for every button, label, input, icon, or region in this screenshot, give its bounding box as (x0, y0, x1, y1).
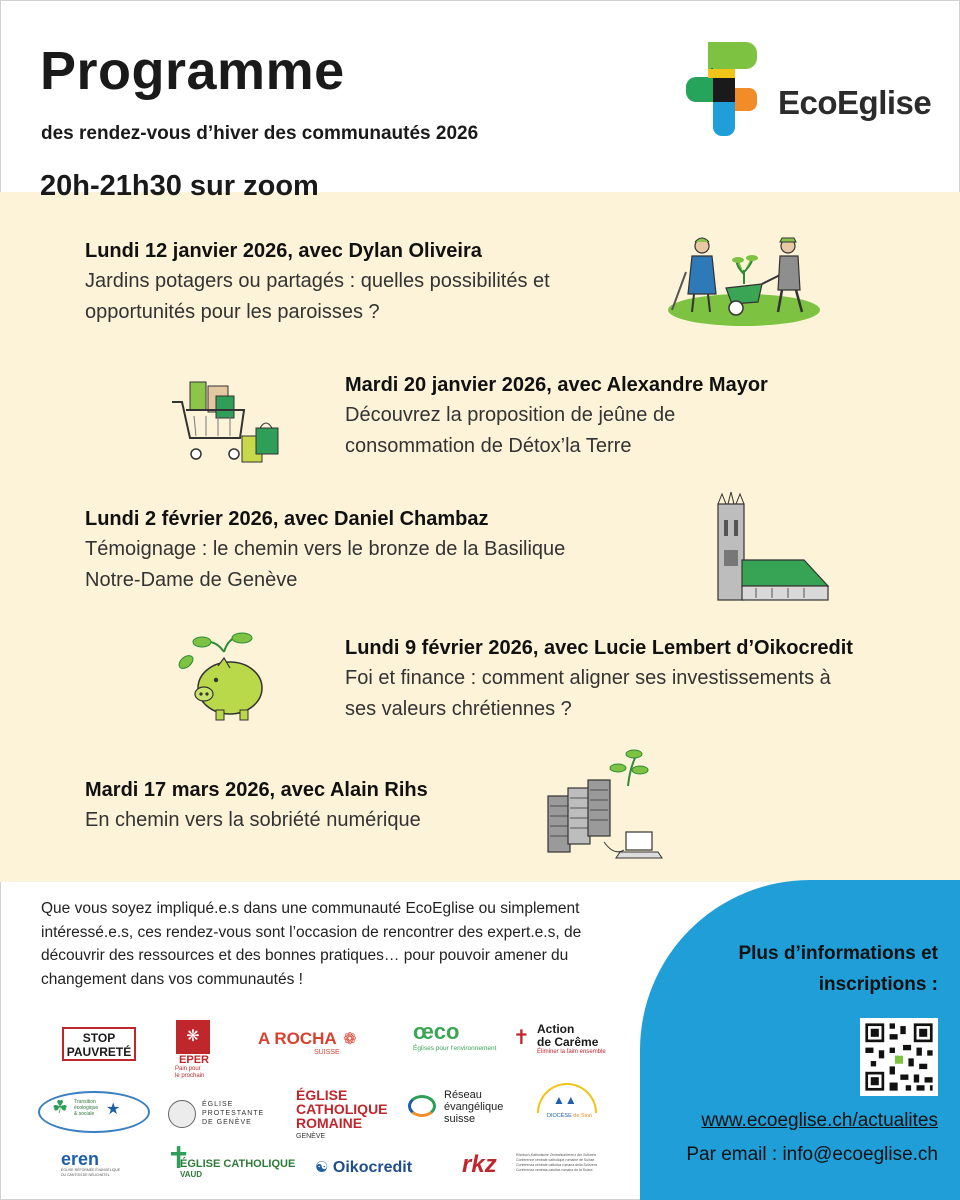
mountain-icon: ▲▲ (553, 1093, 577, 1107)
rkz-tag: Römisch-Katholische Zentralkonferenz der Schweiz (516, 1153, 597, 1157)
eren-logo (61, 1150, 120, 1177)
transition-line: écologique (74, 1105, 99, 1111)
page-title: Programme (40, 41, 345, 101)
action-careme-logo (513, 1023, 606, 1055)
shopping-cart-icon (170, 376, 286, 466)
eper-logo (175, 1020, 213, 1080)
arocha-logo (258, 1029, 357, 1056)
epg-seal-icon (168, 1100, 196, 1128)
event-description-line: opportunités pour les paroisses ? (85, 301, 380, 323)
stop-pauvrete-line: STOP (82, 1031, 116, 1045)
logo-cross-icon (686, 42, 757, 136)
oikocredit-logo (315, 1158, 412, 1177)
website-link[interactable]: www.ecoeglise.ch/actualites (701, 1110, 938, 1131)
page-subtitle: des rendez-vous d’hiver des communautés 2026 (41, 123, 479, 144)
time-info: 20h-21h30 sur zoom (40, 170, 319, 202)
servers-icon (544, 746, 670, 862)
qr-code-icon[interactable] (860, 1018, 938, 1096)
oikocredit-icon: ☯ (315, 1159, 329, 1176)
oeco-tag: Églises pour l’environnement (413, 1045, 497, 1052)
reseau-swirl-icon (408, 1095, 436, 1117)
ecr-line: ROMAINE (296, 1115, 363, 1131)
event-description-line: Découvrez la proposition de jeûne de (345, 404, 676, 426)
reseau-line: évangélique (444, 1101, 504, 1113)
info-title-line: Plus d’informations et (738, 943, 938, 964)
epg-line: ÉGLISE (202, 1101, 234, 1108)
event-description-line: Notre-Dame de Genève (85, 569, 298, 591)
event-description-line: Jardins potagers ou partagés : quelles possibilités et (85, 270, 550, 292)
arocha-name: A ROCHA (258, 1029, 337, 1048)
reseau-evangelique-logo (408, 1089, 503, 1125)
event-item (85, 236, 550, 328)
event-item (85, 504, 565, 596)
event-title: Lundi 9 février 2026, avec Lucie Lembert d’Oikocredit (345, 637, 853, 659)
transition-line: Transition (74, 1099, 96, 1105)
ecv-line: ÉGLISE CATHOLIQUE (180, 1158, 296, 1170)
rkz-tag: Conférence centrale catholique romaine de Suisse (516, 1158, 595, 1162)
intro-line: Que vous soyez impliqué.e.s dans une communauté EcoEglise ou simplement (41, 900, 580, 917)
leaf-icon: ☘ (52, 1097, 69, 1117)
diocese-name: DIOCÈSE (547, 1113, 572, 1119)
eper-name: EPER (179, 1054, 209, 1066)
intro-line: intéressé.e.s, ces rendez-vous sont l’occasion de rencontrer des expert.e.s, de (41, 923, 582, 941)
event-item (85, 775, 428, 836)
diocese-tag: de Sion (573, 1113, 592, 1119)
eren-name: eren (61, 1149, 100, 1169)
action-careme-line: Action (537, 1022, 575, 1036)
email-contact[interactable]: Par email : info@ecoeglise.ch (686, 1144, 938, 1165)
event-title: Lundi 2 février 2026, avec Daniel Chambaz (85, 508, 489, 530)
oikocredit-name: Oikocredit (332, 1159, 413, 1176)
eper-tag: Pain pour (175, 1066, 201, 1072)
rkz-name: rkz (462, 1151, 497, 1178)
action-careme-tag: Éliminer la faim ensemble (537, 1049, 606, 1055)
rkz-tag: Conferenza centrala catolica romana da la Svizra (516, 1168, 593, 1172)
ecv-logo (166, 1142, 296, 1179)
gardening-icon (664, 232, 820, 328)
cross-icon: ✝ (513, 1027, 530, 1049)
butterfly-icon: ❁ (343, 1031, 357, 1048)
event-title: Lundi 12 janvier 2026, avec Dylan Oliveira (85, 240, 482, 262)
rkz-logo (462, 1151, 606, 1178)
event-description-line: Témoignage : le chemin vers le bronze de la Basilique (85, 538, 566, 560)
eper-tag: le prochain (175, 1073, 205, 1079)
basilica-icon (712, 490, 834, 604)
event-title: Mardi 20 janvier 2026, avec Alexandre Mayor (345, 374, 768, 396)
event-description-line: En chemin vers la sobriété numérique (85, 809, 421, 831)
eren-tag: DU CANTON DE NEUCHÂTEL (61, 1172, 110, 1177)
action-careme-line: de Carême (537, 1035, 599, 1049)
reseau-line: suisse (444, 1113, 476, 1125)
epg-line: PROTESTANTE (202, 1110, 265, 1117)
intro-paragraph (41, 897, 641, 991)
intro-line: découvrir des ressources et des bonnes pratiques… pour pouvoir amener du (41, 947, 569, 964)
arocha-country: SUISSE (314, 1049, 340, 1056)
eper-wheat-icon: ❋ (176, 1020, 210, 1054)
info-title-line: inscriptions : (818, 974, 938, 995)
epg-line: DE GENÈVE (202, 1119, 252, 1126)
ecr-geneve-logo (296, 1088, 388, 1144)
oeco-logo (413, 1021, 496, 1052)
ecr-line: CATHOLIQUE (296, 1101, 388, 1117)
stop-pauvrete-logo (62, 1027, 136, 1061)
ecv-line: VAUD (180, 1170, 203, 1179)
logo-text: EcoEglise (778, 84, 932, 121)
reseau-line: Réseau (444, 1089, 482, 1101)
stop-pauvrete-line: PAUVRETÉ (66, 1045, 132, 1059)
event-title: Mardi 17 mars 2026, avec Alain Rihs (85, 779, 428, 801)
rkz-tag: Conferenza centrale cattolica romana della Svizzera (516, 1163, 597, 1167)
info-title (680, 938, 938, 1000)
ecv-cross-icon: ✝ (166, 1142, 192, 1175)
dove-icon: ★ (106, 1101, 121, 1118)
transition-line: & sociale (74, 1111, 95, 1117)
epg-logo (168, 1100, 264, 1127)
event-description-line: Foi et finance : comment aligner ses investissements à (345, 667, 831, 689)
event-description-line: consommation de Détox’la Terre (345, 435, 632, 457)
eren-tag: ÉGLISE RÉFORMÉE ÉVANGÉLIQUE (61, 1168, 121, 1172)
event-item (345, 633, 853, 725)
diocese-sion-logo (537, 1083, 599, 1125)
ecr-city: GENÈVE (296, 1133, 326, 1140)
transition-logo (38, 1091, 150, 1133)
event-item (345, 370, 768, 462)
intro-line: changement dans vos communautés ! (41, 970, 303, 988)
piggy-bank-icon (176, 632, 272, 724)
ecr-line: ÉGLISE (296, 1087, 348, 1103)
event-description-line: ses valeurs chrétiennes ? (345, 698, 572, 720)
oeco-name: œco (413, 1019, 460, 1044)
